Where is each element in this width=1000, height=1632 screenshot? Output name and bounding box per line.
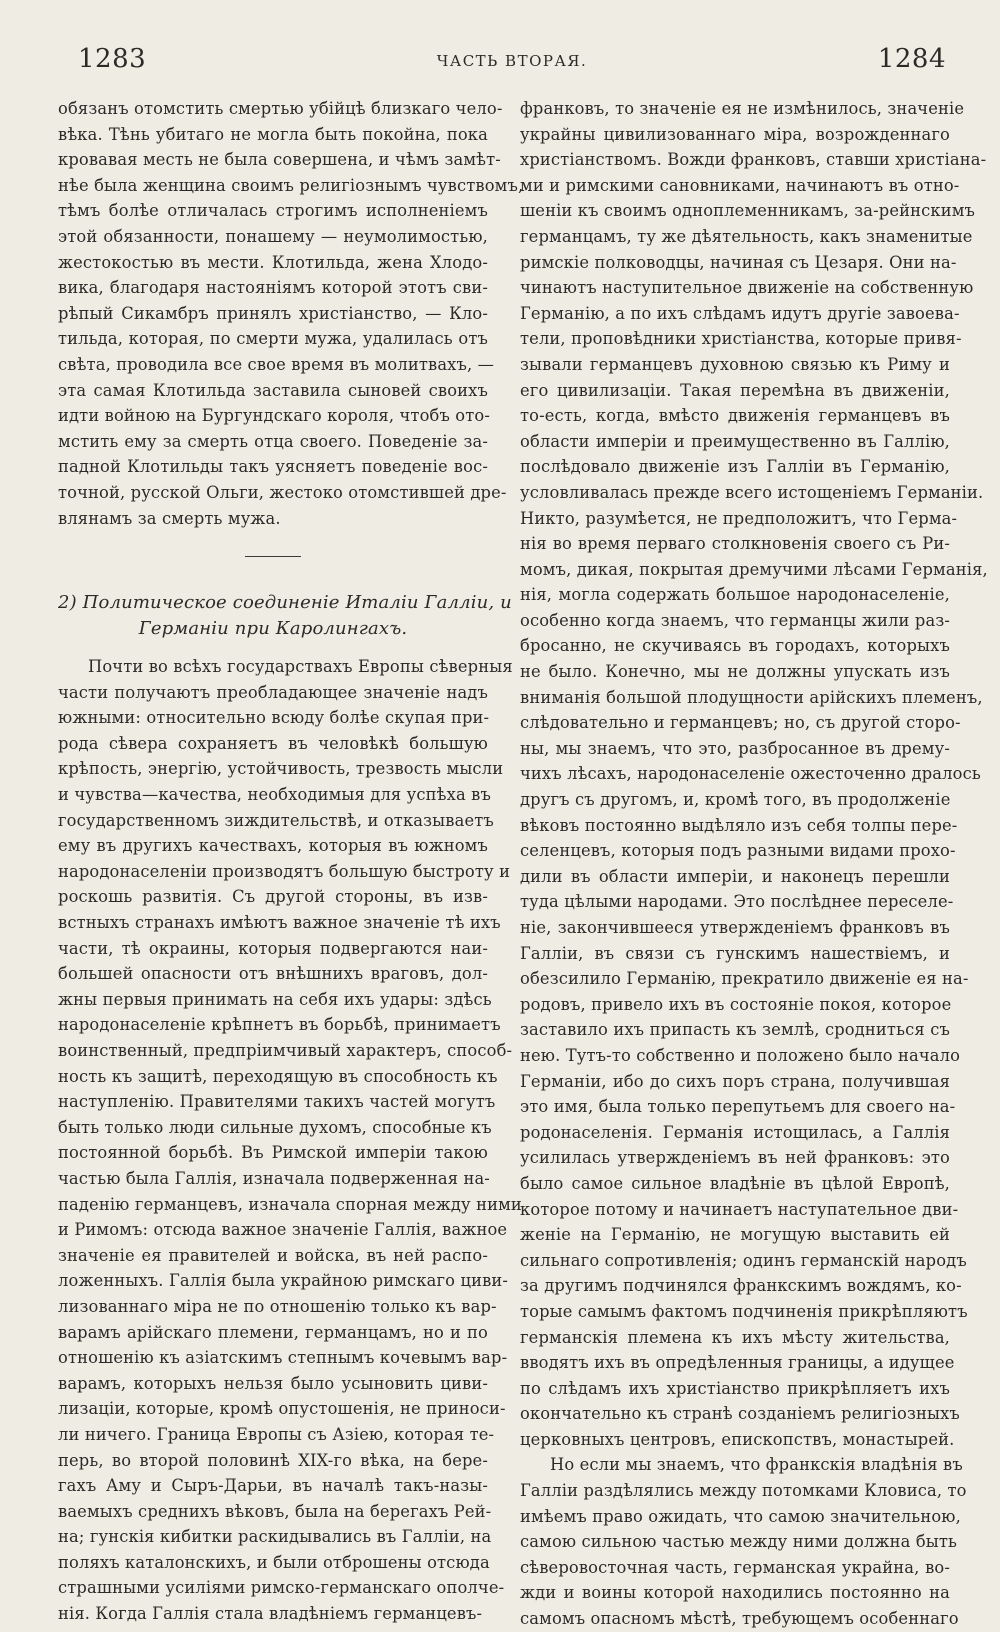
text-line: жны первыя принимать на себя ихъ удары: здѣсь	[58, 989, 492, 1009]
section-heading-line-1: 2) Политическое соединеніе Италіи Галліи, и	[58, 592, 512, 614]
text-line: большей опасности отъ внѣшнихъ враговъ, дол-	[58, 964, 488, 984]
text-line: то-есть, когда, вмѣсто движенія германцевъ въ	[520, 406, 950, 426]
right-column	[520, 96, 988, 1632]
text-line: этой обязанности, понашему — неумолимостью,	[58, 226, 488, 246]
text-line: встныхъ странахъ имѣютъ важное значеніе тѣ ихъ	[58, 913, 501, 933]
text-line: ми и римскими сановниками, начинаютъ въ отно-	[520, 175, 960, 195]
text-line: Галліи раздѣлялись между потомками Кловиса, то	[520, 1481, 967, 1501]
page-header	[78, 44, 946, 84]
text-line: варамъ арійскаго племени, германцамъ, но и по	[58, 1322, 488, 1342]
text-line: которое потому и начинаетъ наступательное дви-	[520, 1199, 959, 1219]
text-line: мстить ему за смерть отца своего. Поведеніе за-	[58, 431, 488, 451]
text-line: обязанъ отомстить смертью убійцѣ близкаго чело-	[58, 99, 503, 118]
text-line: зывали германцевъ духовною связью къ Риму и	[520, 354, 950, 374]
section-divider	[245, 556, 301, 557]
text-line: ложенныхъ. Галлія была украйною римскаго циви-	[58, 1271, 509, 1291]
section-heading-line-2: Германіи при Каролингахъ.	[138, 618, 408, 640]
text-line: значеніе ея правителей и войска, въ ней распо-	[58, 1245, 488, 1265]
text-line: тѣмъ болѣе отличалась строгимъ исполненіемъ	[58, 201, 488, 221]
text-line: страшными усиліями римско-германскаго ополче-	[58, 1578, 505, 1598]
text-line: вѣка. Тѣнь убитаго не могла быть покойна, пока	[58, 124, 488, 144]
text-line: вика, благодаря настояніямъ которой этотъ сви-	[58, 278, 488, 298]
text-line: Но если мы знаемъ, что франкскія владѣнія въ	[550, 1455, 963, 1475]
text-line: быть только люди сильные духомъ, способные къ	[58, 1117, 492, 1137]
text-line: франковъ, то значеніе ея не измѣнилось, значеніе	[520, 99, 965, 118]
text-line: крѣпость, энергію, устойчивость, трезвость мысли	[58, 759, 504, 779]
text-line: вводятъ ихъ въ опредѣленныя границы, а идущее	[520, 1353, 955, 1373]
text-line: Германію, а по ихъ слѣдамъ идутъ другіе завоева-	[520, 303, 960, 323]
text-line: дили въ области имперіи, и наконецъ перешли	[520, 866, 950, 886]
text-line: народонаселеніи производятъ большую быстроту и	[58, 861, 511, 881]
text-line: украйны цивилизованнаго міра, возрожденнаго	[520, 124, 950, 144]
text-line: части, тѣ окраины, которыя подвергаются наи-	[58, 938, 488, 958]
text-line: ніе, закончившееся утвержденіемъ франковъ въ	[520, 918, 950, 937]
text-line: сѣверовосточная часть, германская украйна, во-	[520, 1557, 950, 1577]
text-line: Почти во всѣхъ государствахъ Европы сѣверныя	[88, 657, 513, 677]
text-line: влянамъ за смерть мужа.	[58, 508, 281, 528]
text-line: и Римомъ: отсюда важное значеніе Галлія, важное	[58, 1220, 508, 1240]
text-line: ность къ защитѣ, переходящую въ способность къ	[58, 1066, 498, 1086]
text-line: по слѣдамъ ихъ христіанство прикрѣпляетъ ихъ	[520, 1378, 950, 1398]
text-line: лизованнаго міра не по отношенію только къ вар-	[58, 1296, 497, 1316]
text-line: ли ничего. Граница Европы съ Азіею, которая те-	[58, 1424, 495, 1444]
paragraph-blood-feud	[58, 96, 524, 531]
text-line: ему въ другихъ качествахъ, которыя въ южномъ	[58, 836, 488, 856]
text-line: южными: относительно всюду болѣе скупая при-	[58, 708, 490, 728]
section-heading	[58, 590, 512, 642]
text-line: частью была Галлія, изначала подверженная на-	[58, 1168, 490, 1188]
text-line: нія, могла содержать большое народонаселеніе,	[520, 585, 950, 605]
text-line: наступленію. Правителями такихъ частей могутъ	[58, 1092, 496, 1112]
text-line: не было. Конечно, мы не должны упускать изъ	[520, 662, 950, 682]
text-line: нѣе была женщина своимъ религіознымъ чувствомъ,	[58, 175, 524, 195]
text-line: чинаютъ наступительное движеніе на собственную	[520, 278, 974, 298]
text-line: тильда, которая, по смерти мужа, удалилась отъ	[58, 329, 488, 349]
text-line: вниманія большой плодущности арійскихъ племенъ,	[520, 687, 983, 707]
text-line: было самое сильное владѣніе въ цѣлой Европѣ,	[520, 1173, 950, 1193]
text-line: государственномъ зиждительствѣ, и отказываетъ	[58, 810, 494, 830]
text-line: Германіи, ибо до сихъ поръ страна, получившая	[520, 1071, 950, 1091]
text-line: жестокостью въ мести. Клотильда, жена Хлодо-	[58, 252, 488, 272]
running-title: ЧАСТЬ ВТОРАЯ.	[436, 52, 588, 70]
text-line: и чувства—качества, необходимыя для успѣха въ	[58, 785, 491, 805]
text-line: воинственный, предпріимчивый характеръ, способ-	[58, 1041, 513, 1060]
text-line: нею. Тутъ-то собственно и положено было начало	[520, 1045, 961, 1065]
text-line: гахъ Аму и Сыръ-Дарьи, въ началѣ такъ-назы-	[58, 1476, 488, 1496]
paragraph-northern-parts	[58, 654, 522, 1627]
text-line: заставило ихъ припасть къ землѣ, сродниться съ	[520, 1020, 950, 1040]
text-line: точной, русской Ольги, жестоко отомстившей дре-	[58, 482, 507, 502]
text-line: народонаселеніе крѣпнетъ въ борьбѣ, принимаетъ	[58, 1015, 501, 1035]
text-line: туда цѣлыми народами. Это послѣднее переселе-	[520, 892, 954, 912]
text-line: перь, во второй половинѣ XIX-го вѣка, на бере-	[58, 1450, 488, 1470]
text-line: постоянной борьбѣ. Въ Римской имперіи такою	[58, 1143, 488, 1163]
text-line: обезсилило Германію, прекратило движеніе ея на-	[520, 969, 969, 989]
text-line: лизаціи, которые, кромѣ опустошенія, не приноси-	[58, 1399, 506, 1419]
page-number-right: 1284	[877, 44, 946, 74]
text-line: ваемыхъ среднихъ вѣковъ, была на берегахъ Рей-	[58, 1501, 492, 1521]
text-line: римскіе полководцы, начиная съ Цезаря. Они на-	[520, 252, 957, 272]
text-line: условливалась прежде всего истощеніемъ Германіи.	[520, 482, 984, 502]
text-line: чихъ лѣсахъ, народонаселеніе ожесточенно дралось	[520, 764, 981, 784]
text-line: ны, мы знаемъ, что это, разбросанное въ дрему-	[520, 738, 950, 758]
text-line: шеніи къ своимъ одноплеменникамъ, за-рейнскимъ	[520, 201, 976, 221]
text-line: слѣдовательно и германцевъ; но, съ другой сторо-	[520, 713, 961, 733]
left-column	[58, 96, 524, 1627]
text-line: падной Клотильды такъ уясняетъ поведеніе вос-	[58, 457, 488, 477]
text-line: торые самымъ фактомъ подчиненія прикрѣпляютъ	[520, 1301, 968, 1321]
text-line: бросанно, не скучиваясь въ городахъ, которыхъ	[520, 636, 950, 656]
text-line: вѣковъ постоянно выдѣляло изъ себя толпы пере-	[520, 815, 958, 835]
paragraph-franks	[520, 96, 988, 1452]
text-line: варамъ, которыхъ нельзя было усыновить циви-	[58, 1373, 488, 1393]
text-line: тели, проповѣдники христіанства, которые привя-	[520, 329, 962, 349]
text-line: паденію германцевъ, изначала спорная между ними	[58, 1194, 522, 1214]
text-line: послѣдовало движеніе изъ Галліи въ Германію,	[520, 457, 950, 477]
text-line: поляхъ каталонскихъ, и были отброшены отсюда	[58, 1552, 490, 1572]
text-line: части получаютъ преобладающее значеніе надъ	[58, 682, 488, 702]
text-line: его цивилизаціи. Такая перемѣна въ движеніи,	[520, 380, 950, 400]
text-line: нія. Когда Галлія стала владѣніемъ германцевъ-	[58, 1604, 483, 1624]
text-line: женіе на Германію, не могущую выставить ей	[520, 1225, 950, 1245]
text-line: на; гунскія кибитки раскидывались въ Галліи, на	[58, 1527, 492, 1547]
text-line: Никто, разумѣется, не предположитъ, что Герма-	[520, 508, 958, 528]
text-line: отношенію къ азіатскимъ степнымъ кочевымъ вар-	[58, 1348, 508, 1368]
text-line: имѣемъ право ожидать, что самою значительною,	[520, 1506, 961, 1526]
text-line: это имя, была только перепутьемъ для своего на-	[520, 1097, 956, 1117]
text-line: за другимъ подчинялся франкскимъ вождямъ, ко-	[520, 1276, 962, 1296]
text-line: жди и воины которой находились постоянно на	[520, 1583, 950, 1603]
text-line: особенно когда знаемъ, что германцы жили раз-	[520, 610, 950, 630]
text-line: момъ, дикая, покрытая дремучими лѣсами Германія,	[520, 559, 988, 579]
text-line: церковныхъ центровъ, епископствъ, монастырей.	[520, 1429, 955, 1449]
text-line: эта самая Клотильда заставила сыновей своихъ	[58, 380, 488, 400]
text-line: сильнаго сопротивленія; одинъ германскій народъ	[520, 1250, 967, 1270]
text-line: роскошь развитія. Съ другой стороны, въ изв-	[58, 887, 488, 907]
text-line: усилилась утвержденіемъ въ ней франковъ: это	[520, 1148, 950, 1168]
text-line: рѣпый Сикамбръ принялъ христіанство, — Кло-	[58, 303, 488, 323]
text-line: свѣта, проводила все свое время въ молитвахъ, —	[58, 354, 495, 374]
text-line: самомъ опасномъ мѣстѣ, требующемъ особеннаго	[520, 1609, 959, 1629]
text-line: родовъ, привело ихъ въ состояніе покоя, которое	[520, 994, 952, 1014]
text-line: области имперіи и преимущественно въ Галлію,	[520, 431, 950, 451]
text-line: кровавая месть не была совершена, и чѣмъ замѣт-	[58, 150, 501, 170]
text-line: другъ съ другомъ, и, кромѣ того, въ продолженіе	[520, 790, 951, 810]
text-line: родонаселенія. Германія истощилась, а Галлія	[520, 1122, 950, 1142]
text-line: Галліи, въ связи съ гунскимъ нашествіемъ, и	[520, 943, 950, 963]
text-line: христіанствомъ. Вожди франковъ, ставши христіана-	[520, 150, 987, 170]
text-line: рода сѣвера сохраняетъ въ человѣкѣ большую	[58, 733, 488, 753]
text-line: окончательно къ странѣ созданіемъ религіозныхъ	[520, 1404, 960, 1424]
paragraph-frankish-lands	[520, 1452, 967, 1631]
text-line: нія во время перваго столкновенія своего съ Ри-	[520, 534, 950, 554]
page-number-left: 1283	[78, 44, 147, 74]
text-line: германскія племена къ ихъ мѣсту жительства,	[520, 1327, 950, 1347]
text-line: селенцевъ, которыя подъ разными видами прохо-	[520, 841, 956, 861]
text-line: идти войною на Бургундскаго короля, чтобъ ото-	[58, 406, 491, 426]
text-line: самою сильною частью между ними должна быть	[520, 1532, 958, 1552]
text-line: германцамъ, ту же дѣятельность, какъ знаменитые	[520, 226, 973, 246]
